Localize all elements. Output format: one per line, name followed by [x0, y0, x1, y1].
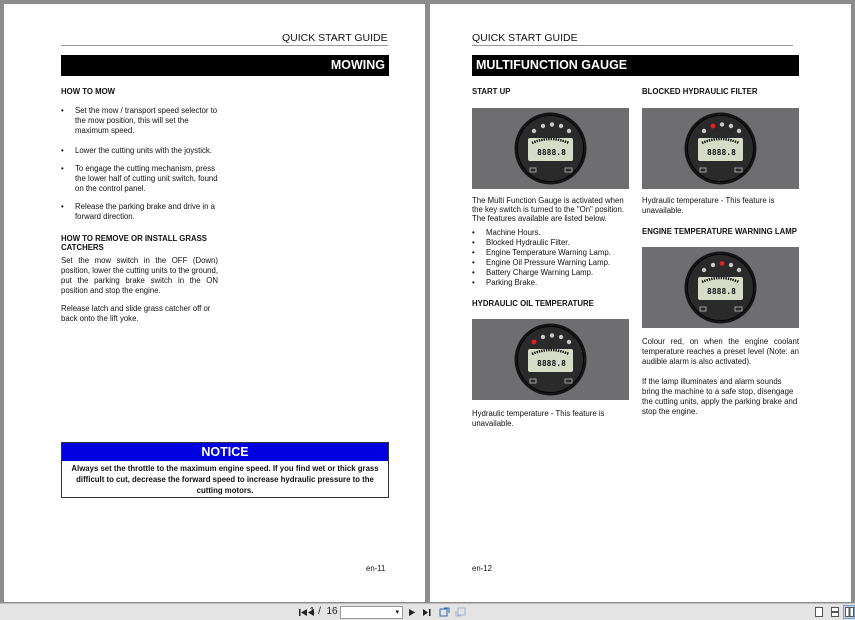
- page-number-input[interactable]: [340, 606, 403, 619]
- back-view-icon[interactable]: [438, 605, 450, 619]
- single-page-view-icon[interactable]: [813, 605, 824, 619]
- blocked-hydraulic-filter-text: Hydraulic temperature - This feature is unavailable.: [642, 196, 775, 215]
- list-item: • Battery Charge Warning Lamp.: [472, 268, 630, 278]
- next-page-icon[interactable]: [407, 605, 416, 619]
- header-rule: [472, 45, 793, 46]
- list-item: • Machine Hours.: [472, 228, 630, 238]
- gauge-image-hydraulic-oil-temperature: [472, 319, 629, 400]
- list-item: • Parking Brake.: [472, 278, 630, 288]
- current-page-number: 1: [309, 606, 315, 617]
- document-page-en-12: [430, 4, 851, 602]
- list-item: • Set the mow / transport speed selector to the mow position, this will set the maximum speed.: [61, 106, 221, 136]
- list-item: • To engage the cutting mechanism, press the lower half of cutting unit switch, found on the control panel.: [61, 164, 221, 194]
- section-title-bar: MOWING: [61, 55, 389, 76]
- continuous-view-icon[interactable]: [829, 605, 840, 619]
- hydraulic-oil-temperature-text: Hydraulic temperature - This feature is unavailable.: [472, 409, 605, 428]
- heading-blocked-hydraulic-filter: BLOCKED HYDRAULIC FILTER: [642, 87, 758, 96]
- gauge-image-blocked-hydraulic-filter: [642, 108, 799, 189]
- grass-catchers-para-2: Release latch and slide grass catcher off or back onto the lift yoke.: [61, 304, 211, 323]
- heading-start-up: START UP: [472, 87, 511, 96]
- start-up-intro: The Multi Function Gauge is activated when the key switch is turned to the "On" position. The features available are listed below.: [472, 196, 625, 223]
- list-item: • Engine Temperature Warning Lamp.: [472, 248, 630, 258]
- feature-list: [472, 228, 630, 288]
- document-page-en-11: [4, 4, 425, 602]
- gauge-image-start-up: [472, 108, 629, 189]
- gauge-lcd-readout: 8888.8: [537, 359, 566, 368]
- dropdown-arrow-icon[interactable]: ▾: [395, 609, 399, 616]
- facing-pages-view-icon[interactable]: [843, 605, 855, 619]
- page-header: QUICK START GUIDE: [282, 32, 388, 44]
- heading-grass-catchers: HOW TO REMOVE OR INSTALL GRASS CATCHERS: [61, 234, 207, 252]
- heading-engine-temperature-warning-lamp: ENGINE TEMPERATURE WARNING LAMP: [642, 227, 797, 236]
- gauge-image-engine-temperature: [642, 247, 799, 328]
- heading-how-to-mow: HOW TO MOW: [61, 87, 115, 96]
- list-item: • Engine Oil Pressure Warning Lamp.: [472, 258, 630, 268]
- grass-catchers-para-1: Set the mow switch in the OFF (Down) position, lower the cutting units to the ground, put the parking brake switch in the ON position and stop the engine.: [61, 256, 218, 295]
- total-page-count: 16: [326, 606, 338, 617]
- list-item: • Blocked Hydraulic Filter.: [472, 238, 630, 248]
- gauge-lcd-readout: 8888.8: [707, 148, 736, 157]
- section-title-bar: MULTIFUNCTION GAUGE: [472, 55, 799, 76]
- last-page-icon[interactable]: [421, 605, 432, 619]
- gauge-lcd-readout: 8888.8: [537, 148, 566, 157]
- navigation-bar: [0, 603, 855, 620]
- forward-view-icon[interactable]: [454, 605, 466, 619]
- page-number: en-11: [366, 564, 386, 573]
- page-header: QUICK START GUIDE: [472, 32, 578, 44]
- notice-text: Always set the throttle to the maximum engine speed. If you find wet or thick grass difficult to cut, decrease the forward speed to increase hydraulic pressure to the cutting motors.: [71, 464, 379, 495]
- engine-temperature-para-1: Colour red, on when the engine coolant temperature reaches a preset level (Note: an audible alarm is also activated).: [642, 337, 799, 366]
- header-rule: [61, 45, 388, 46]
- page-separator-slash: /: [318, 606, 321, 617]
- page-number: en-12: [472, 564, 492, 573]
- mow-steps-list: [61, 106, 221, 222]
- list-item: • Lower the cutting units with the joystick.: [61, 146, 221, 156]
- list-item: • Release the parking brake and drive in a forward direction.: [61, 202, 221, 222]
- notice-title: NOTICE: [62, 443, 388, 461]
- engine-temperature-para-2: If the lamp illuminates and alarm sounds bring the machine to a safe stop, disengage the cutting units, apply the parking brake and stop the engine.: [642, 377, 798, 416]
- notice-box: [61, 442, 389, 498]
- gauge-lcd-readout: 8888.8: [707, 287, 736, 296]
- heading-hydraulic-oil-temperature: HYDRAULIC OIL TEMPERATURE: [472, 299, 594, 308]
